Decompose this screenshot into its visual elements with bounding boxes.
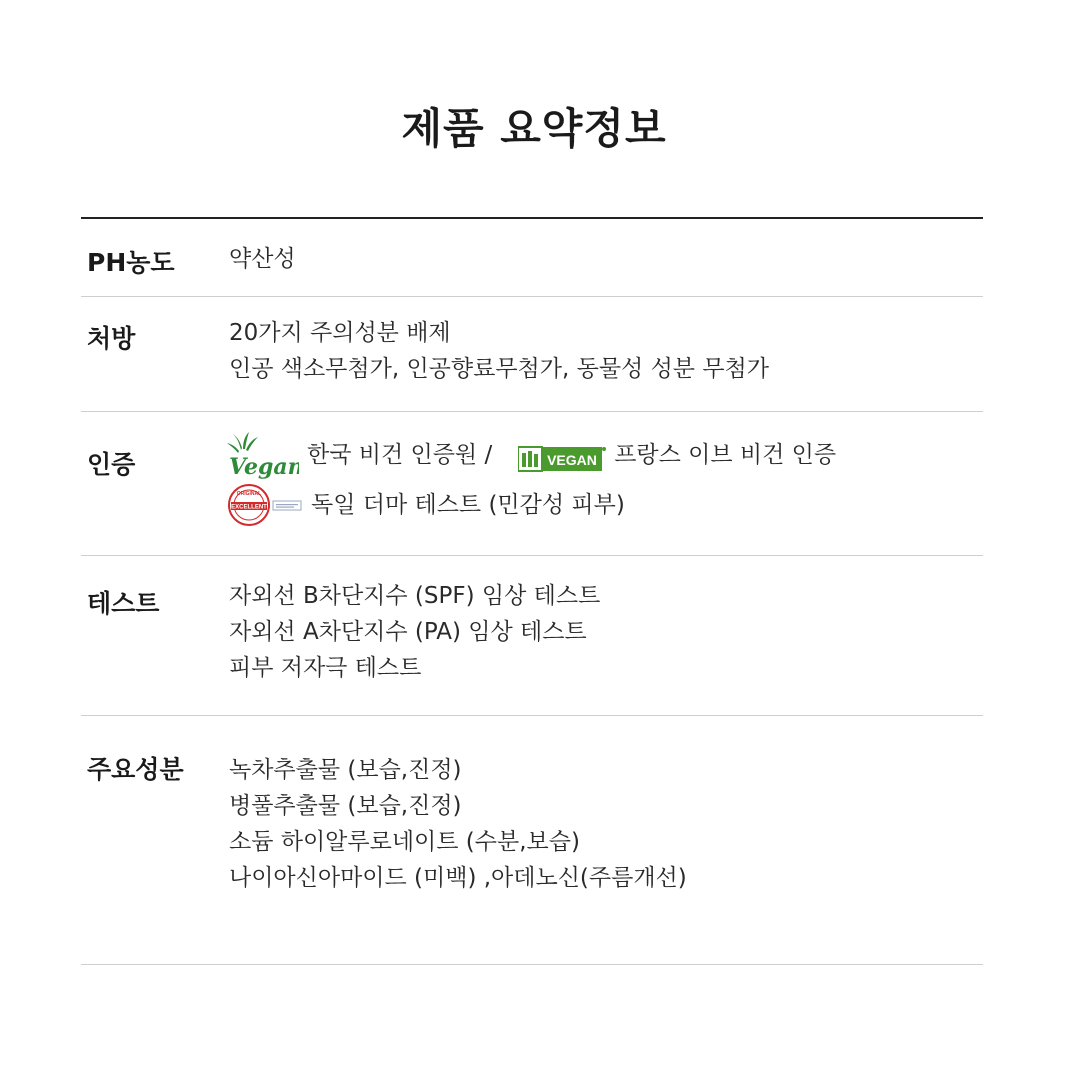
value-line: 녹차추출물 (보습,진정)	[229, 757, 462, 783]
row-label-certification: 인증	[87, 450, 136, 479]
value-line: 병풀추출물 (보습,진정)	[229, 793, 462, 819]
cert-line-vegan	[227, 430, 836, 480]
row-value-certification	[227, 430, 836, 530]
value-line: 소듐 하이알루로네이트 (수분,보습)	[229, 829, 580, 855]
value-line: 나이아신아마이드 (미백) ,아데노신(주름개선)	[229, 865, 687, 891]
korea-vegan-logo-icon	[227, 430, 299, 480]
row-label-test: 테스트	[87, 589, 160, 618]
dermatest-seal-icon	[227, 483, 303, 527]
seal-mid-text: EXCELLENT	[231, 504, 267, 511]
table-row-certification	[81, 412, 983, 556]
table-row-ph	[81, 219, 983, 297]
table-row-ingredients	[81, 716, 983, 965]
row-value-ingredients	[229, 752, 687, 896]
row-label-ingredients: 주요성분	[87, 755, 184, 784]
vegan-badge-text: VEGAN	[547, 452, 598, 468]
row-label-formula: 처방	[87, 324, 136, 353]
row-label-ph: PH농도	[87, 248, 175, 277]
table-row-test	[81, 556, 983, 716]
cert-text-korea-vegan: 한국 비건 인증원 /	[307, 442, 493, 468]
france-eve-vegan-logo-icon	[518, 441, 606, 469]
row-value-test	[229, 578, 600, 686]
value-line: 피부 저자극 테스트	[229, 655, 422, 681]
vegan-logo-text: Vegan	[229, 454, 299, 480]
value-line: 자외선 B차단지수 (SPF) 임상 테스트	[229, 583, 601, 609]
cert-text-france-vegan: 프랑스 이브 비건 인증	[614, 442, 837, 468]
cert-text-derma: 독일 더마 테스트 (민감성 피부)	[311, 492, 625, 518]
row-value-formula	[229, 315, 769, 387]
row-value-ph	[229, 241, 296, 277]
value-line: 인공 색소무첨가, 인공향료무첨가, 동물성 성분 무첨가	[229, 356, 769, 382]
value-line: 약산성	[229, 246, 296, 272]
table-row-formula	[81, 297, 983, 412]
value-line: 자외선 A차단지수 (PA) 임상 테스트	[229, 619, 587, 645]
seal-top-text: ORIGINAL	[236, 491, 262, 497]
value-line: 20가지 주의성분 배제	[229, 320, 451, 346]
page-title: 제품 요약정보	[401, 104, 667, 153]
cert-line-derma	[227, 480, 836, 530]
